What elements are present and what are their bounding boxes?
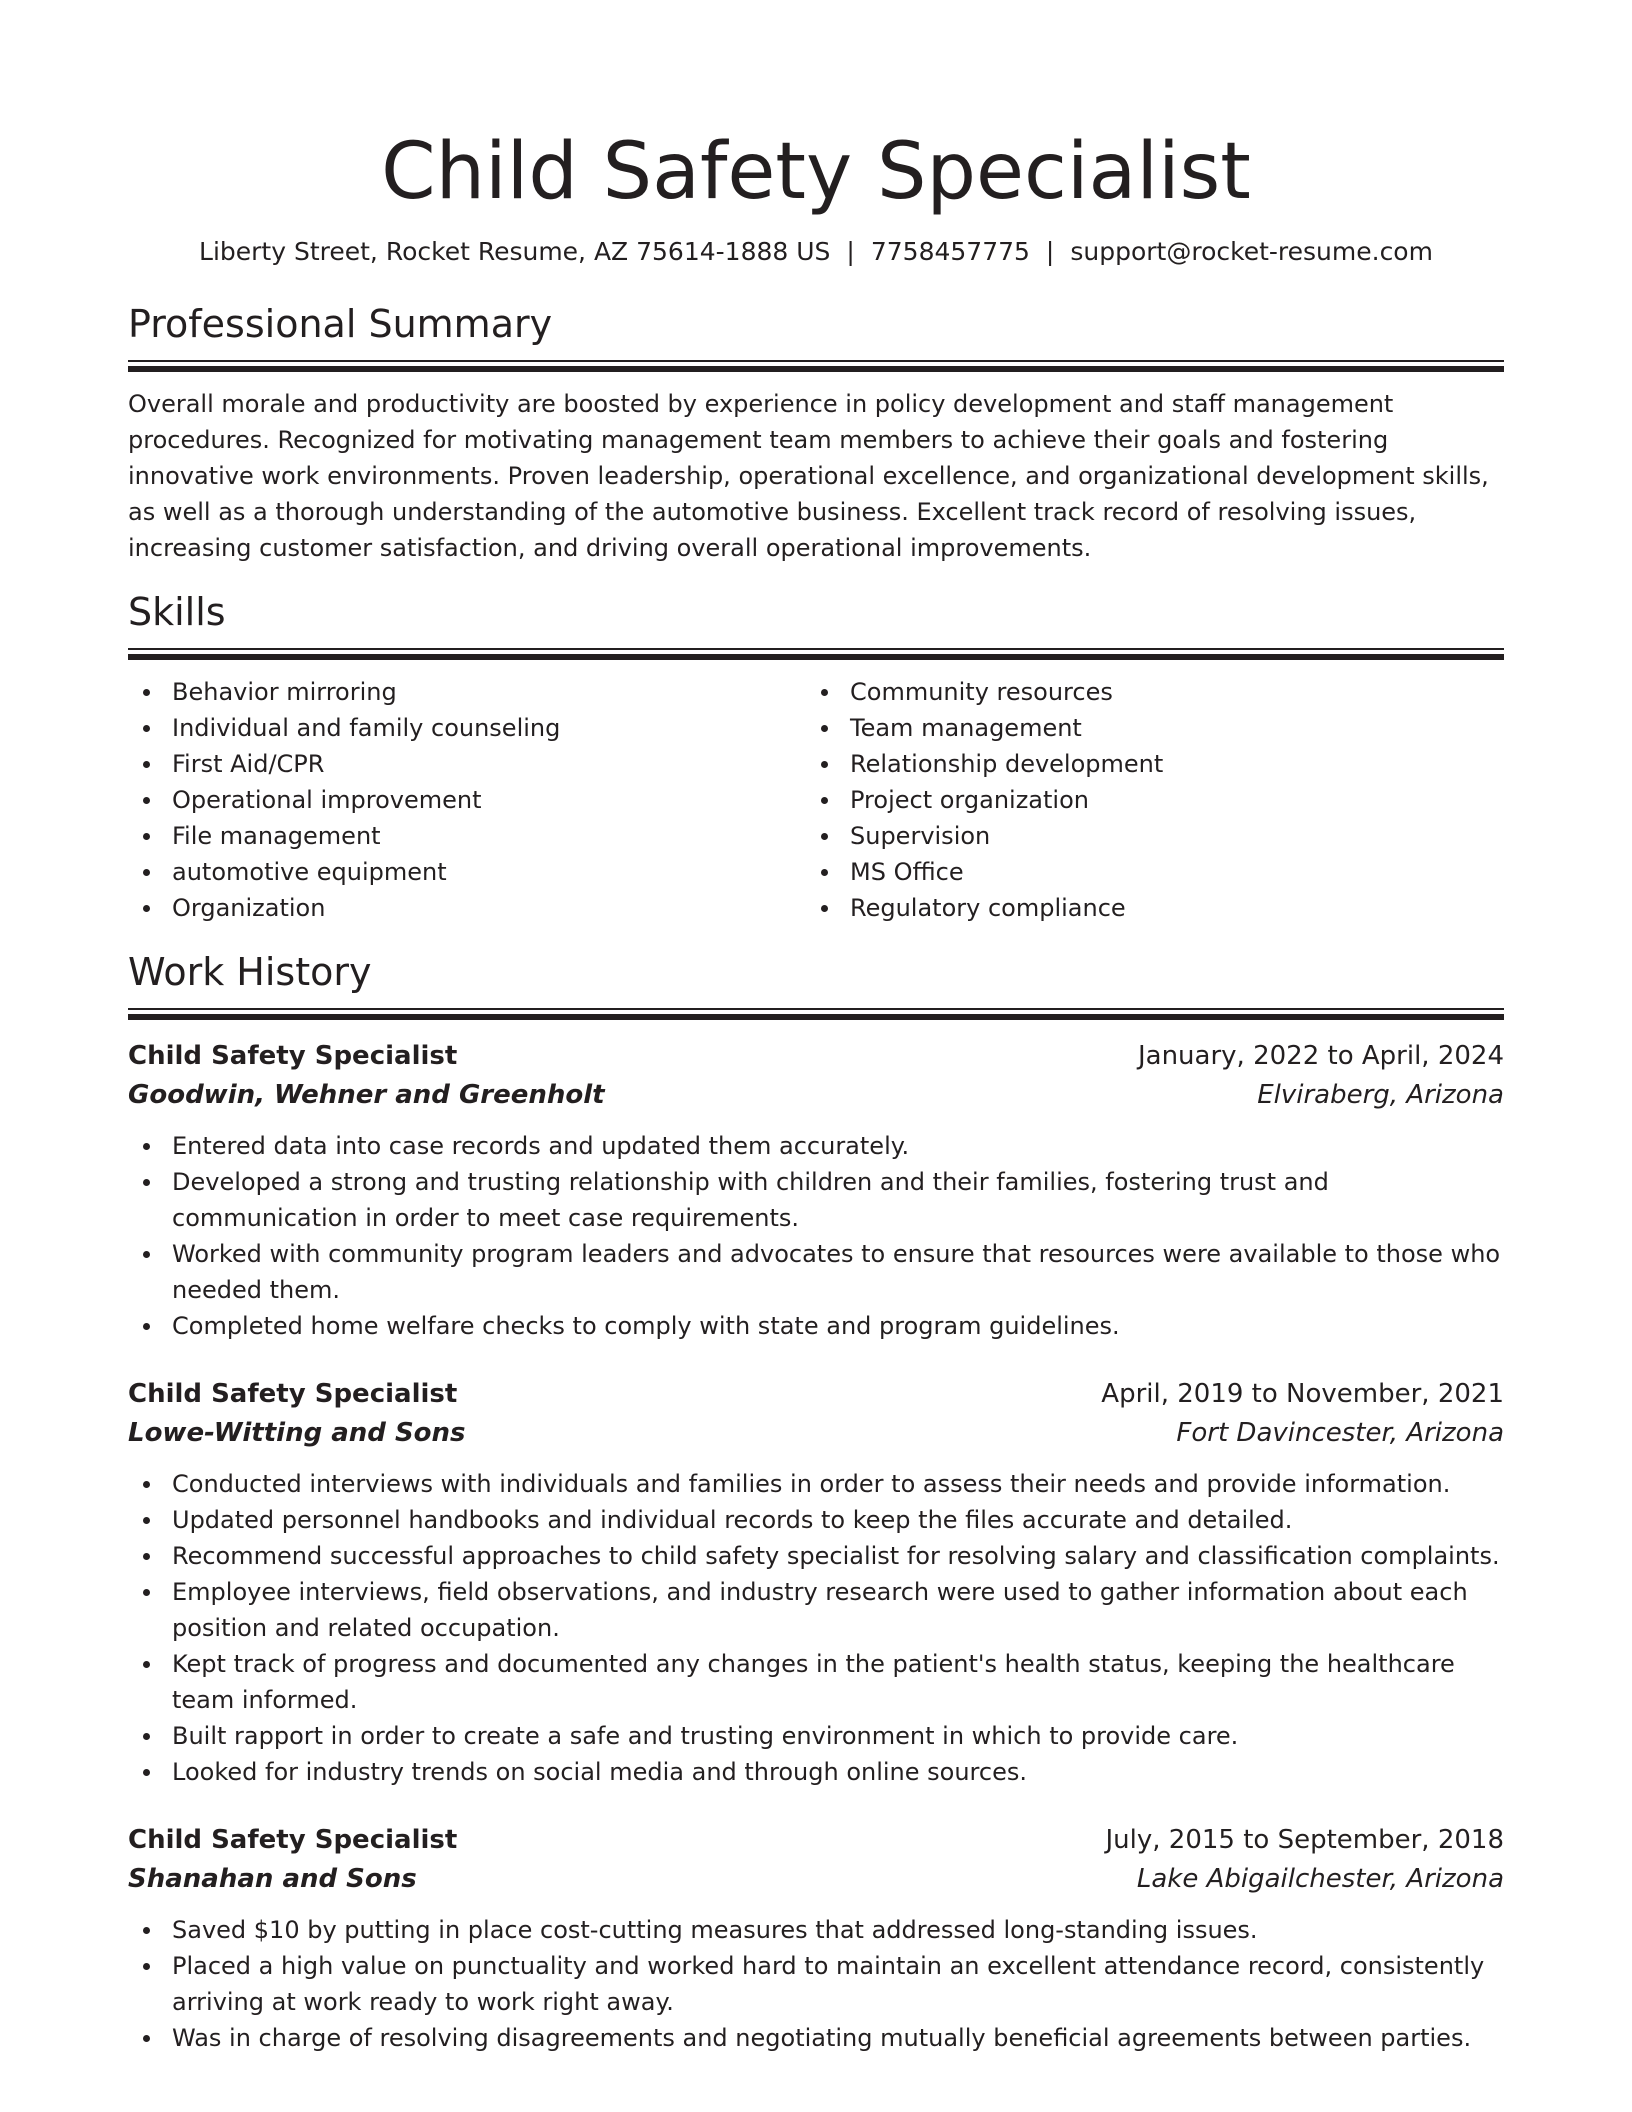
job-header-row [128,1036,1504,1076]
job-bullet: Employee interviews, field observations, and industry research were used to gather information about each position and related occupation. [128,1574,1504,1646]
job-bullet: Built rapport in order to create a safe and trusting environment in which to provide care. [128,1718,1504,1754]
skill-item: automotive equipment [128,854,806,890]
skill-item: Project organization [806,782,1484,818]
summary-section [128,300,1504,566]
contact-phone: 7758457775 [870,237,1030,266]
skills-section [128,588,1504,926]
job-bullet: Updated personnel handbooks and individual records to keep the files accurate and detailed. [128,1502,1504,1538]
resume-page [128,0,1504,2056]
summary-heading: Professional Summary [128,302,553,346]
skill-item: MS Office [806,854,1484,890]
job-bullet: Entered data into case records and updated them accurately. [128,1128,1504,1164]
job-bullet: Completed home welfare checks to comply with state and program guidelines. [128,1308,1504,1344]
work-section [128,948,1504,2056]
contact-separator: | [1045,237,1055,266]
skill-item: Team management [806,710,1484,746]
job-bullet: Saved $10 by putting in place cost-cutting measures that addressed long-standing issues. [128,1912,1504,1948]
job-company: Goodwin, Wehner and Greenholt [128,1080,605,1110]
job-company-row [128,1414,1504,1452]
contact-address: Liberty Street, Rocket Resume, AZ 75614-1888 US [199,237,831,266]
section-divider [128,1008,1504,1020]
job-entry [128,1036,1504,1344]
skill-item: Regulatory compliance [806,890,1484,926]
contact-email: support@rocket-resume.com [1070,237,1433,266]
job-location: Elviraberg, Arizona [1257,1080,1504,1110]
skill-item: Individual and family counseling [128,710,806,746]
job-header-row [128,1820,1504,1860]
job-entry [128,1820,1504,2056]
job-company-row [128,1860,1504,1898]
job-dates: April, 2019 to November, 2021 [1101,1379,1504,1409]
job-location: Lake Abigailchester, Arizona [1136,1864,1504,1894]
skills-columns [128,674,1504,926]
contact-line [128,234,1504,270]
skill-item: Relationship development [806,746,1484,782]
skill-item: Supervision [806,818,1484,854]
candidate-name: Child Safety Specialist [381,127,1251,217]
job-bullet: Looked for industry trends on social media and through online sources. [128,1754,1504,1790]
section-divider [128,648,1504,660]
job-entry [128,1374,1504,1790]
skill-item: Community resources [806,674,1484,710]
contact-separator: | [846,237,855,266]
skills-list-left [128,674,806,926]
skill-item: First Aid/CPR [128,746,806,782]
job-title: Child Safety Specialist [128,1379,458,1409]
job-bullet: Was in charge of resolving disagreements and negotiating mutually beneficial agreements between parties. [128,2020,1504,2056]
skills-list-right [806,674,1484,926]
skill-item: File management [128,818,806,854]
job-dates: July, 2015 to September, 2018 [1105,1825,1504,1855]
job-bullets [128,1466,1504,1790]
job-company: Lowe-Witting and Sons [128,1418,466,1448]
job-bullet: Worked with community program leaders and advocates to ensure that resources were available to those who needed them. [128,1236,1504,1308]
skill-item: Organization [128,890,806,926]
skill-item: Operational improvement [128,782,806,818]
job-company-row [128,1076,1504,1114]
work-heading: Work History [128,950,372,994]
job-bullet: Developed a strong and trusting relationship with children and their families, fostering trust and communication in order to meet case requirements. [128,1164,1504,1236]
job-bullets [128,1128,1504,1344]
summary-text: Overall morale and productivity are boosted by experience in policy development and staff management procedures. Recognized for motivating management team members to achieve their goals and fostering innovative work environments. Proven leadership, operational excellence, and organizational development skills, as well as a thorough understanding of the automotive business. Excellent track record of resolving issues, increasing customer satisfaction, and driving overall operational improvements. [128,390,1489,562]
job-bullets [128,1912,1504,2056]
job-location: Fort Davincester, Arizona [1176,1418,1504,1448]
job-bullet: Conducted interviews with individuals and families in order to assess their needs and provide information. [128,1466,1504,1502]
section-divider [128,360,1504,372]
job-company: Shanahan and Sons [128,1864,417,1894]
skill-item: Behavior mirroring [128,674,806,710]
skills-heading: Skills [128,590,226,634]
job-bullet: Kept track of progress and documented any changes in the patient's health status, keeping the healthcare team informed. [128,1646,1504,1718]
job-header-row [128,1374,1504,1414]
job-bullet: Recommend successful approaches to child safety specialist for resolving salary and classification complaints. [128,1538,1504,1574]
job-dates: January, 2022 to April, 2024 [1137,1041,1504,1071]
job-title: Child Safety Specialist [128,1825,458,1855]
job-bullet: Placed a high value on punctuality and worked hard to maintain an excellent attendance record, consistently arriving at work ready to work right away. [128,1948,1504,2020]
job-title: Child Safety Specialist [128,1041,458,1071]
